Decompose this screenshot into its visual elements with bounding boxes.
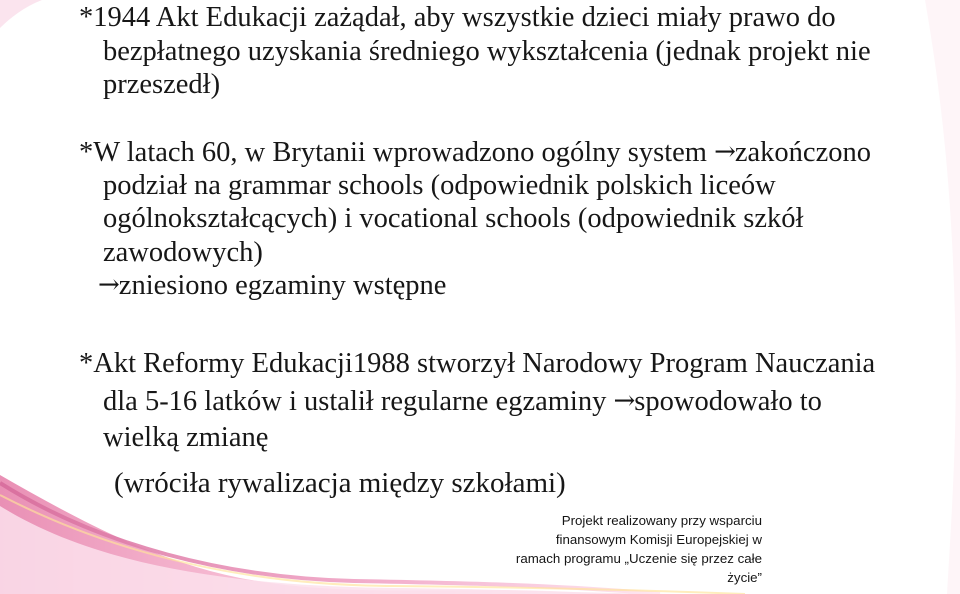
eu-funding-credit: [502, 511, 762, 587]
right-pink-edge: [925, 0, 960, 594]
right-arrow-icon: →: [714, 137, 735, 167]
bullet-1944-line-3: przeszedł): [103, 69, 221, 100]
bullet-1960s-line-1: [79, 136, 871, 170]
right-arrow-icon: →: [98, 270, 119, 300]
bullet-1944-line-1: *1944 Akt Edukacji zażądał, aby wszystkie dzieci miały prawo do: [79, 2, 836, 33]
credit-line-4: życie”: [727, 570, 762, 585]
credit-line-1: Projekt realizowany przy wsparciu: [561, 513, 762, 528]
bullet-1960s-text-after-arrow: zakończono: [734, 137, 871, 168]
bullet-1960s-line-3: ogólnokształcących) i vocational schools (odpowiednik szkół: [103, 203, 804, 234]
bullet-1960s-line-2: podział na grammar schools (odpowiednik polskich liceów: [103, 170, 776, 201]
credit-line-2: finansowym Komisji Europejskiej w: [555, 532, 762, 547]
top-left-pink-mark: [0, 0, 42, 28]
bullet-1988-line-2: [103, 385, 822, 419]
bullet-1960s-result-text: zniesiono egzaminy wstępne: [118, 270, 447, 301]
right-arrow-icon: →: [613, 386, 635, 416]
bullet-1988-line-3: wielką zmianę: [103, 422, 269, 453]
bullet-1960s-text-before-arrow: *W latach 60, w Brytanii wprowadzono ogólny system: [79, 137, 715, 168]
bullet-1944-line-2: bezpłatnego uzyskania średniego wykształcenia (jednak projekt nie: [103, 36, 871, 67]
bullet-1988-line-4: (wróciła rywalizacja między szkołami): [114, 467, 566, 499]
bullet-1960s-result-line: [98, 269, 446, 303]
bullet-1988-text-after-arrow: spowodowało to: [634, 386, 822, 417]
bullet-1988-text-before-arrow: dla 5-16 latków i ustalił regularne egzaminy: [103, 386, 614, 417]
bullet-1960s-line-4: zawodowych): [103, 237, 263, 268]
bullet-1988-line-1: *Akt Reformy Edukacji1988 stworzył Narodowy Program Nauczania: [79, 348, 876, 379]
credit-line-3: ramach programu „Uczenie się przez całe: [515, 551, 762, 566]
